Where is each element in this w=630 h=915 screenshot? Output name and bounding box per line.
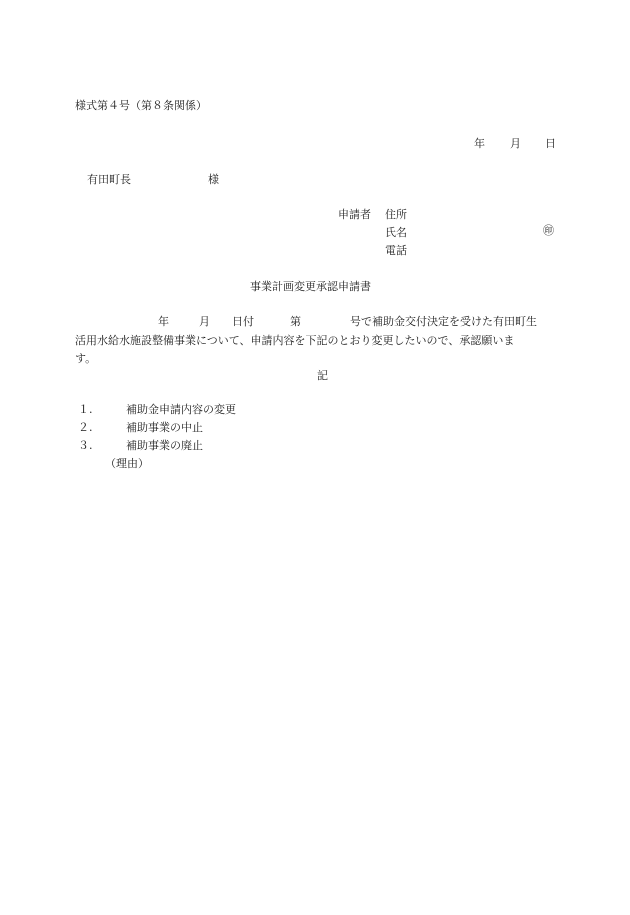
body-line-1 (0, 316, 630, 330)
applicant-name-label: 氏名 (385, 226, 407, 239)
date-day-label: 日 (545, 137, 556, 150)
body-number-prefix: 第 (290, 315, 301, 328)
list-item (0, 422, 630, 436)
applicant-label: 申請者 (338, 208, 371, 221)
list-item (0, 404, 630, 418)
date-month-label: 月 (510, 137, 521, 150)
seal-mark-icon: ㊞ (543, 224, 554, 237)
list-item-text: 補助事業の廃止 (126, 439, 203, 452)
list-item-text: 補助事業の中止 (126, 421, 203, 434)
list-item-text: 補助金申請内容の変更 (126, 403, 236, 416)
document-title: 事業計画変更承認申請書 (250, 280, 371, 293)
form-code: 様式第４号（第８条関係） (75, 99, 207, 112)
list-item (0, 440, 630, 454)
addressee-honorific: 様 (208, 173, 219, 186)
applicant-address-label: 住所 (385, 208, 407, 221)
list-item-number: ３. (78, 439, 93, 452)
body-year-label: 年 (158, 315, 169, 328)
date-year-label: 年 (474, 137, 485, 150)
applicant-phone-label: 電話 (385, 244, 407, 257)
body-date-label: 日付 (232, 315, 254, 328)
body-line-1-text: 号で補助金交付決定を受けた有田町生 (350, 315, 537, 328)
reason-label: （理由） (105, 457, 149, 470)
body-line-2: 活用水給水施設整備事業について、申請内容を下記のとおり変更したいので、承認願いま (75, 334, 515, 347)
ki-heading: 記 (317, 369, 328, 382)
body-month-label: 月 (199, 315, 210, 328)
list-item-number: １. (78, 403, 93, 416)
list-item-number: ２. (78, 421, 93, 434)
body-line-3: す。 (75, 352, 97, 365)
addressee-title: 有田町長 (87, 173, 131, 186)
